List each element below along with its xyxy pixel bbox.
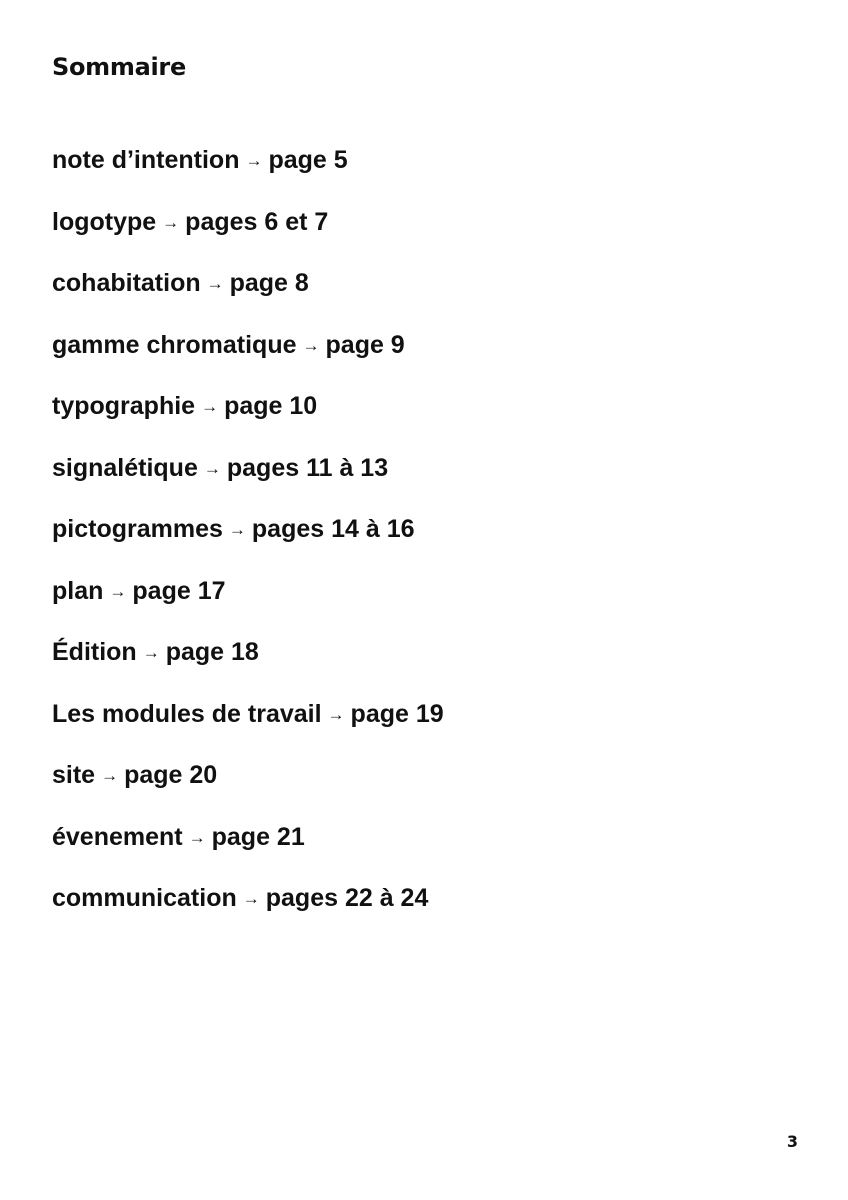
toc-entry-communication: [52, 881, 444, 943]
arrow-right-icon: →: [245, 151, 263, 170]
toc-entry-label: Les modules de travail: [52, 699, 322, 728]
toc-entry-label: site: [52, 761, 96, 789]
toc-entry-label: Édition: [52, 638, 137, 666]
toc-entry-label: note d’intention: [52, 146, 240, 174]
toc-entry-label: évenement: [52, 822, 183, 851]
toc-entry-signaletique: [52, 451, 444, 513]
toc-entry-pages: page 17: [132, 576, 226, 605]
arrow-right-icon: →: [101, 766, 119, 785]
toc-entry-logotype: [52, 205, 444, 267]
toc-entry-pages: page 10: [224, 392, 318, 420]
arrow-right-icon: →: [162, 212, 180, 232]
arrow-right-icon: →: [109, 581, 127, 601]
toc-entry-modules-de-travail: [52, 697, 444, 759]
toc-entry-pages: page 9: [325, 330, 405, 359]
toc-entry-pages: pages 22 à 24: [265, 884, 429, 912]
arrow-right-icon: →: [142, 643, 160, 662]
toc-entry-typographie: [52, 389, 444, 451]
page-title: Sommaire: [52, 53, 186, 81]
toc-entry-label: logotype: [52, 207, 157, 236]
toc-entry-edition: [52, 635, 444, 697]
toc-entry-pages: page 18: [165, 638, 259, 666]
toc-entry-pages: page 5: [268, 146, 348, 174]
toc-entry-pages: page 19: [350, 699, 444, 728]
toc-entry-gamme-chromatique: [52, 328, 444, 390]
toc-entry-evenement: [52, 820, 444, 882]
toc-entry-pages: page 8: [229, 269, 309, 297]
toc-entry-label: plan: [52, 576, 104, 605]
toc-entry-pages: page 21: [211, 822, 305, 851]
arrow-right-icon: →: [327, 704, 345, 724]
toc-entry-label: cohabitation: [52, 269, 201, 297]
arrow-right-icon: →: [206, 274, 224, 293]
toc-entry-label: pictogrammes: [52, 515, 223, 543]
toc-entry-pictogrammes: [52, 512, 444, 574]
toc-entry-pages: pages 6 et 7: [185, 207, 329, 236]
toc-entry-label: typographie: [52, 392, 196, 420]
page-number: 3: [786, 1132, 798, 1151]
toc-entry-label: gamme chromatique: [52, 330, 297, 359]
toc-entry-site: [52, 758, 444, 820]
toc-entry-plan: [52, 574, 444, 636]
table-of-contents: [52, 143, 444, 943]
toc-entry-label: communication: [52, 884, 237, 912]
toc-entry-cohabitation: [52, 266, 444, 328]
toc-entry-pages: page 20: [124, 761, 218, 789]
arrow-right-icon: →: [201, 397, 219, 416]
arrow-right-icon: →: [188, 827, 206, 847]
toc-entry-label: signalétique: [52, 453, 198, 482]
arrow-right-icon: →: [302, 335, 320, 355]
toc-entry-pages: pages 14 à 16: [251, 515, 415, 543]
toc-entry-note-intention: [52, 143, 444, 205]
arrow-right-icon: →: [228, 520, 246, 539]
arrow-right-icon: →: [203, 458, 221, 478]
arrow-right-icon: →: [242, 889, 260, 908]
toc-entry-pages: pages 11 à 13: [226, 453, 389, 482]
